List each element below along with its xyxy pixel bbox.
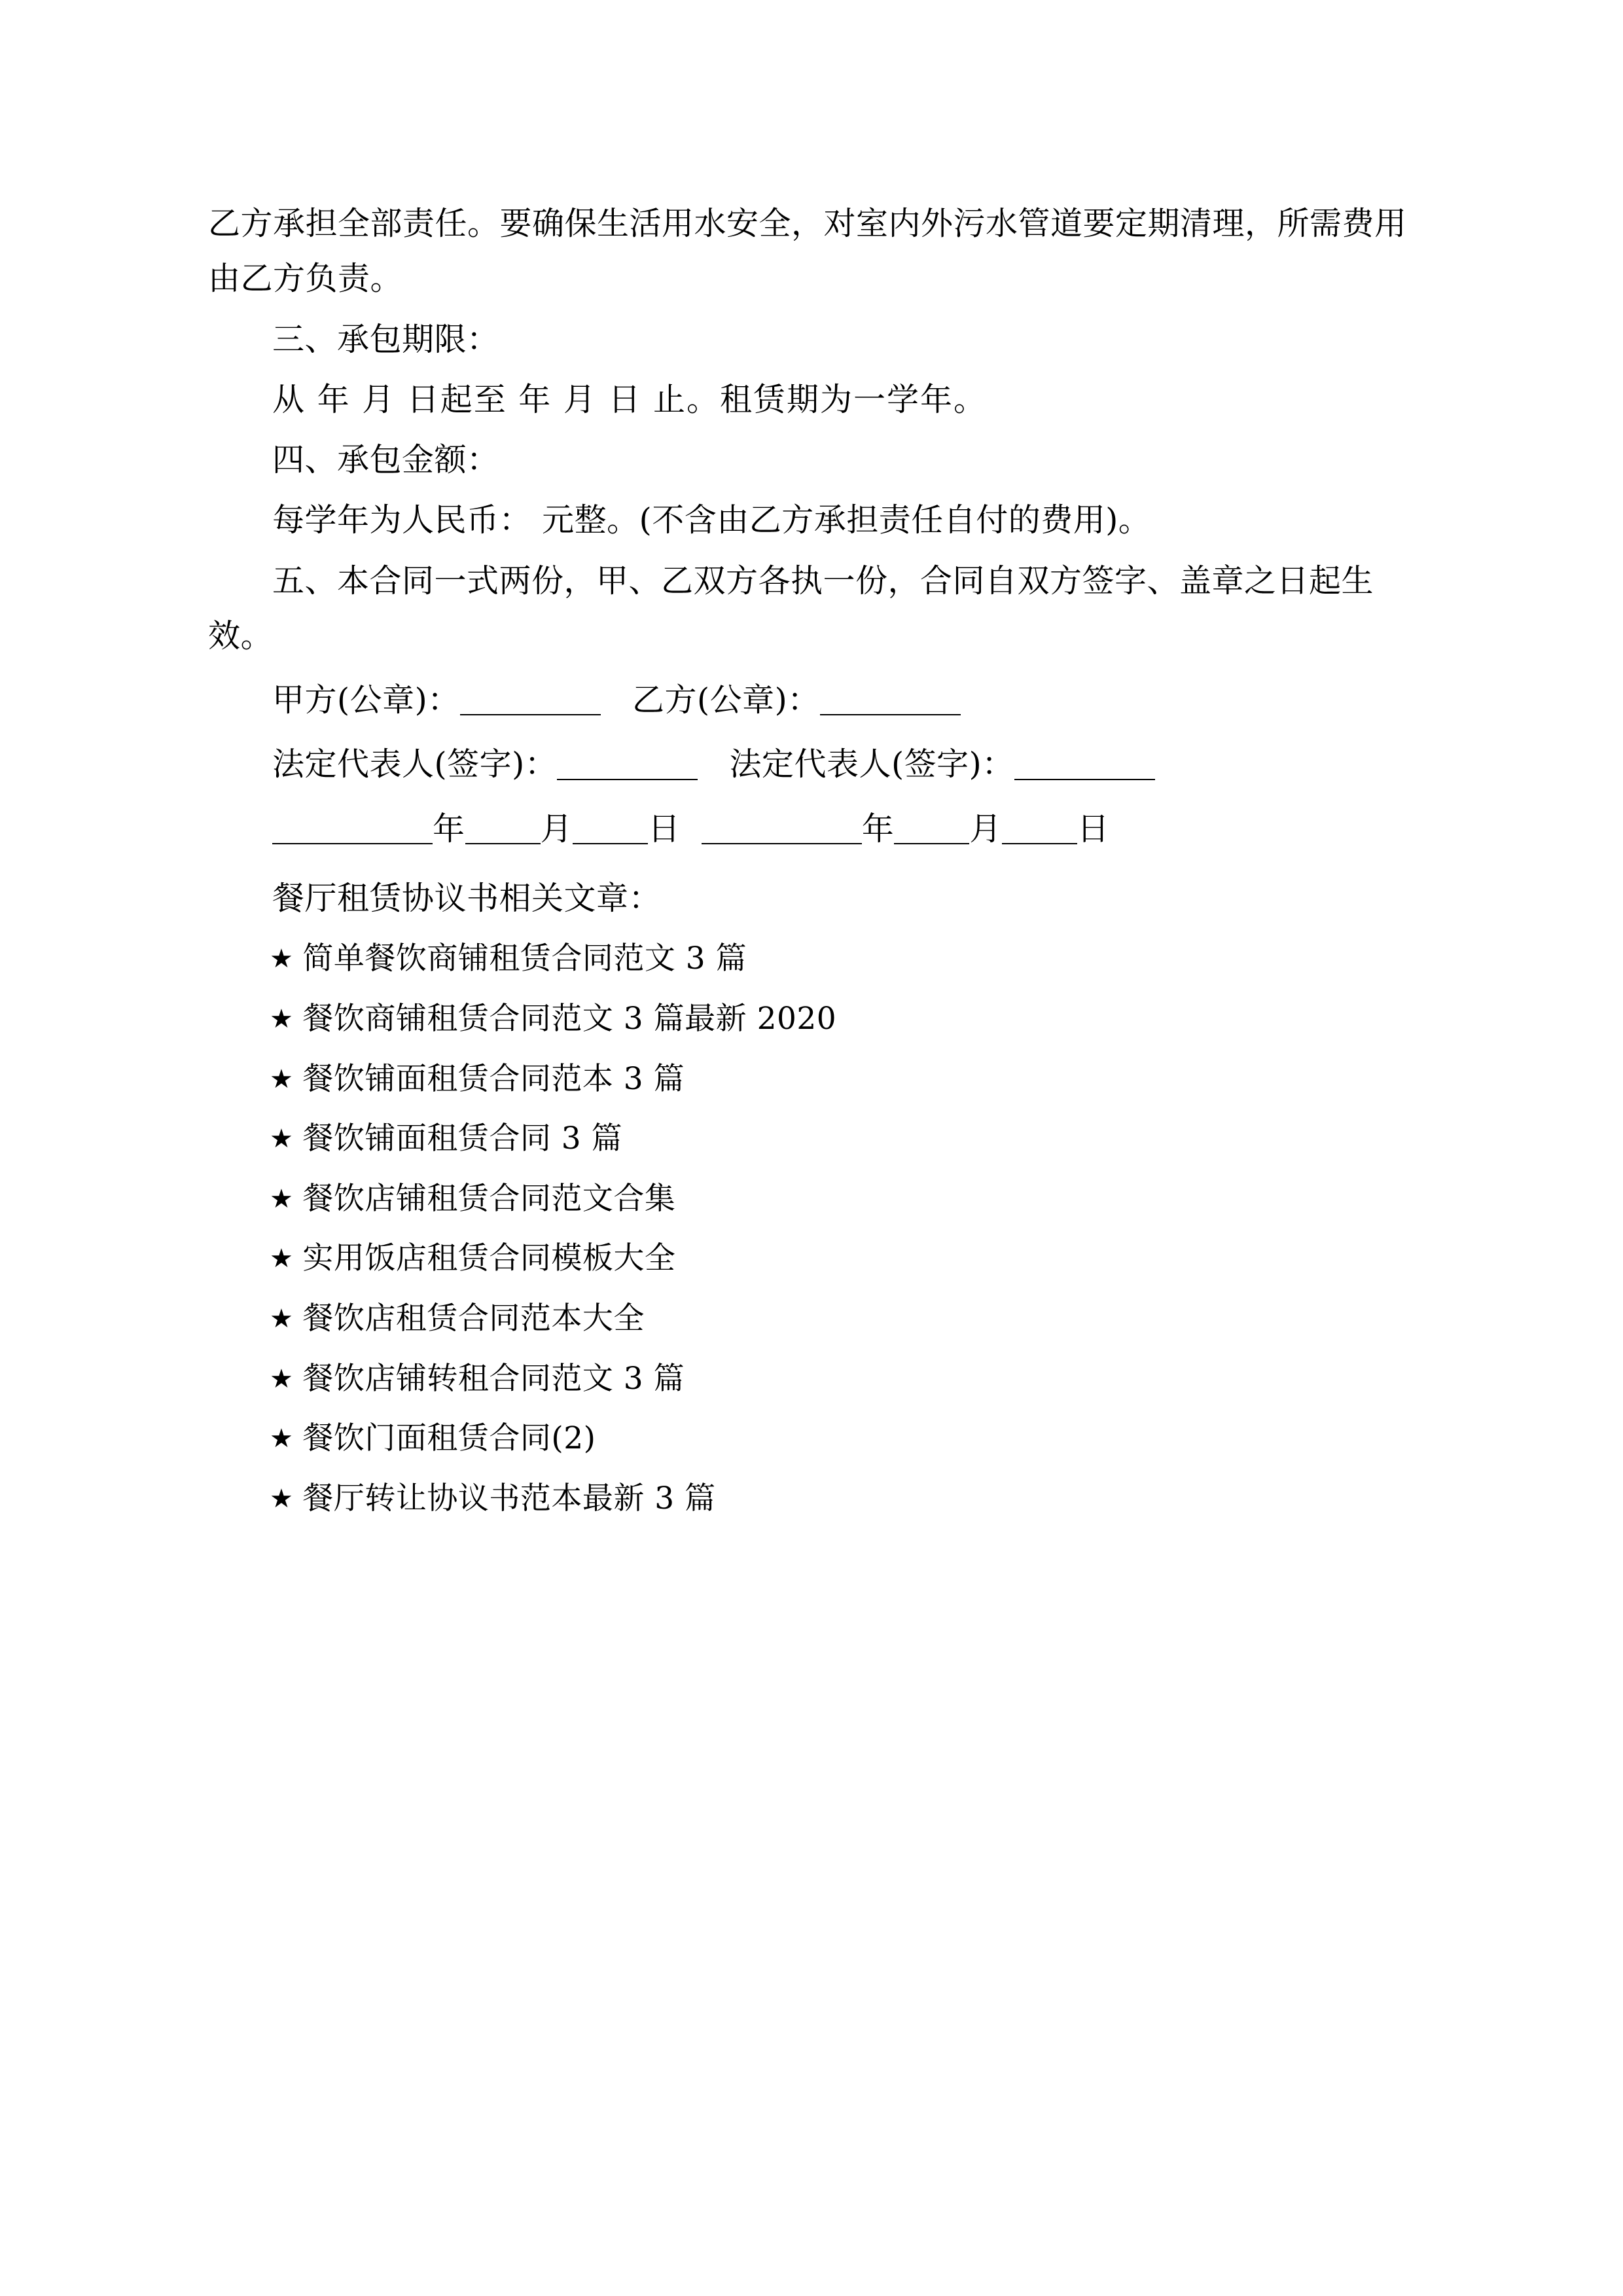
related-article-label: 实用饭店租赁合同模板大全 [302, 1240, 676, 1277]
party-a-day-label: 日 [648, 810, 681, 848]
signature-seal-line [208, 673, 1415, 728]
list-item[interactable] [208, 1231, 1415, 1286]
party-a-seal-label: 甲方(公章)： [272, 681, 460, 719]
party-b-rep-blank[interactable] [1014, 747, 1155, 780]
list-item[interactable] [208, 992, 1415, 1047]
party-b-day-blank[interactable] [1002, 811, 1077, 844]
document-body [208, 196, 1415, 1526]
list-item[interactable] [208, 1111, 1415, 1166]
signature-date-line [208, 802, 1415, 857]
party-a-seal-blank[interactable] [460, 682, 601, 715]
party-a-year-label: 年 [433, 810, 465, 848]
related-article-label: 餐饮商铺租赁合同范文 3 篇最新 2020 [302, 1000, 837, 1037]
related-article-label: 餐厅转让协议书范本最新 3 篇 [302, 1480, 716, 1517]
heading-contract-term: 三、承包期限： [272, 320, 499, 358]
related-articles-title: 餐厅租赁协议书相关文章： [272, 879, 662, 917]
party-b-seal-blank[interactable] [820, 682, 961, 715]
party-b-year-label: 年 [861, 810, 895, 848]
party-a-year-blank[interactable] [272, 811, 433, 844]
star-icon: ★ [270, 1064, 294, 1094]
party-b-year-blank[interactable] [702, 811, 862, 844]
list-item[interactable] [208, 931, 1415, 986]
paragraph-contract-term: 从 年 月 日起至 年 月 日 止。租赁期为一学年。 [272, 380, 988, 418]
list-item[interactable] [208, 1352, 1415, 1407]
related-article-label: 餐饮铺面租赁合同范本 3 篇 [302, 1060, 685, 1097]
list-item[interactable] [208, 1172, 1415, 1227]
star-icon: ★ [270, 1363, 294, 1394]
star-icon: ★ [270, 1304, 294, 1335]
related-article-label: 餐饮铺面租赁合同 3 篇 [302, 1121, 623, 1157]
party-b-month-label: 月 [969, 810, 1002, 848]
paragraph-contract-amount: 每学年为人民币： 元整。(不含由乙方承担责任自付的费用)。 [272, 501, 1151, 539]
list-item[interactable] [208, 1471, 1415, 1526]
star-icon: ★ [270, 1424, 294, 1454]
star-icon: ★ [270, 1484, 294, 1515]
party-b-seal-label: 乙方(公章)： [632, 681, 820, 719]
star-icon: ★ [270, 1003, 294, 1034]
related-article-label: 餐饮店铺租赁合同范文合集 [302, 1180, 676, 1217]
related-article-label: 简单餐饮商铺租赁合同范文 3 篇 [302, 941, 747, 977]
star-icon: ★ [270, 1244, 294, 1274]
party-b-day-label: 日 [1077, 810, 1110, 848]
party-a-month-label: 月 [540, 810, 573, 848]
star-icon: ★ [270, 1124, 294, 1155]
party-b-rep-label: 法定代表人(签字)： [729, 745, 1014, 783]
party-a-day-blank[interactable] [573, 811, 648, 844]
list-item[interactable] [208, 1052, 1415, 1107]
list-item[interactable] [208, 1291, 1415, 1346]
related-article-label: 餐饮门面租赁合同(2) [302, 1420, 596, 1457]
signature-representative-line [208, 737, 1415, 792]
related-articles-list [208, 931, 1415, 1526]
list-item[interactable] [208, 1411, 1415, 1466]
star-icon: ★ [270, 1183, 294, 1214]
party-b-month-blank[interactable] [894, 811, 969, 844]
party-a-rep-label: 法定代表人(签字)： [272, 745, 558, 783]
paragraph-intro: 乙方承担全部责任。要确保生活用水安全，对室内外污水管道要定期清理，所需费用由乙方负责。 [208, 205, 1407, 298]
related-article-label: 餐饮店租赁合同范本大全 [302, 1300, 645, 1337]
heading-contract-amount: 四、承包金额： [272, 441, 499, 479]
party-a-rep-blank[interactable] [557, 747, 698, 780]
paragraph-copies: 五、本合同一式两份，甲、乙双方各执一份，合同自双方签字、盖章之日起生效。 [208, 562, 1374, 655]
star-icon: ★ [270, 944, 294, 975]
related-article-label: 餐饮店铺转租合同范文 3 篇 [302, 1360, 685, 1397]
party-a-month-blank[interactable] [465, 811, 541, 844]
